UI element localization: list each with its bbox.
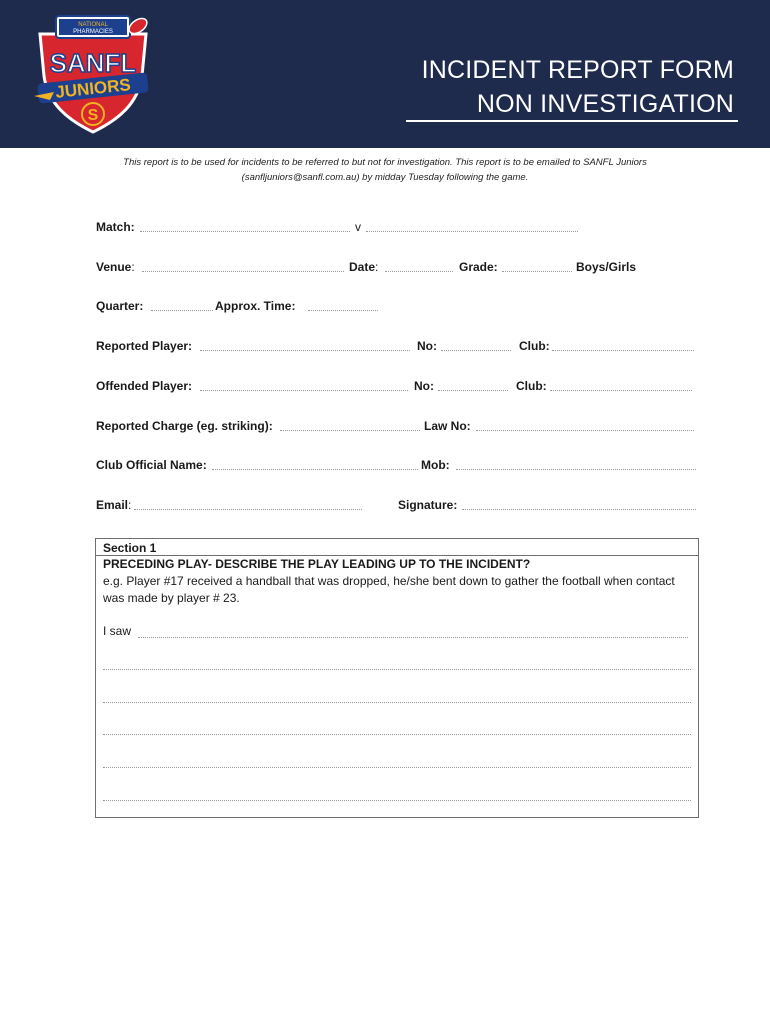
boys-girls-label: Boys/Girls — [576, 260, 637, 274]
email-field[interactable] — [134, 498, 362, 510]
section-1-header — [96, 539, 698, 556]
header-banner — [0, 0, 770, 148]
approx-time-field[interactable] — [308, 299, 378, 311]
reported-charge-field[interactable] — [280, 419, 420, 431]
offended-club-field[interactable] — [550, 379, 692, 391]
venue-field[interactable] — [142, 260, 344, 272]
svg-text:JUNIORS: JUNIORS — [54, 75, 132, 102]
law-no-label: Law No: — [424, 419, 471, 433]
signature-field[interactable] — [462, 498, 696, 510]
description-line-3[interactable] — [103, 733, 691, 735]
match-label: Match: — [96, 220, 135, 234]
offended-no-field[interactable] — [438, 379, 508, 391]
law-no-field[interactable] — [476, 419, 694, 431]
grade-label: Grade: — [459, 260, 498, 274]
quarter-field[interactable] — [151, 299, 213, 311]
email-label: Email: — [96, 498, 132, 512]
reported-no-label: No: — [417, 339, 437, 353]
approx-time-label: Approx. Time: — [215, 299, 296, 313]
intro-instructions — [60, 155, 710, 185]
match-away-field[interactable] — [366, 220, 578, 232]
date-label: Date: — [349, 260, 379, 274]
signature-label: Signature: — [398, 498, 458, 512]
offended-no-label: No: — [414, 379, 434, 393]
description-line-4[interactable] — [103, 766, 691, 768]
svg-text:NATIONAL: NATIONAL — [78, 22, 108, 28]
i-saw-field[interactable] — [138, 636, 688, 638]
section-1-example: e.g. Player #17 received a handball that was dropped, he/she bent down to gather the football when contact was made by player # 23. — [103, 574, 675, 605]
offended-club-label: Club: — [516, 379, 547, 393]
description-line-5[interactable] — [103, 799, 691, 801]
mob-field[interactable] — [456, 458, 696, 470]
section-1-title: Section 1 — [103, 541, 157, 555]
reported-player-label: Reported Player: — [96, 339, 193, 353]
sanfl-juniors-logo — [30, 12, 156, 134]
club-official-name-field[interactable] — [212, 458, 418, 470]
intro-line-2: (sanfljuniors@sanfl.com.au) by midday Tuesday following the game. — [241, 172, 529, 183]
intro-line-1: This report is to be used for incidents to be referred to but not for investigation. This report is to be emailed to SANFL Juniors — [123, 157, 647, 168]
reported-club-field[interactable] — [552, 339, 694, 351]
svg-text:SANFL: SANFL — [49, 48, 137, 78]
form-title-line-2: NON INVESTIGATION — [476, 90, 734, 118]
reported-player-field[interactable] — [200, 339, 410, 351]
svg-text:PHARMACIES: PHARMACIES — [73, 29, 113, 35]
reported-no-field[interactable] — [441, 339, 511, 351]
section-1-heading: PRECEDING PLAY- DESCRIBE THE PLAY LEADING UP TO THE INCIDENT? — [103, 557, 531, 571]
mob-label: Mob: — [421, 458, 450, 472]
grade-field[interactable] — [502, 260, 572, 272]
description-line-1[interactable] — [103, 668, 691, 670]
description-line-2[interactable] — [103, 701, 691, 703]
title-underline — [406, 120, 738, 122]
offended-player-label: Offended Player: — [96, 379, 193, 393]
offended-player-field[interactable] — [200, 379, 408, 391]
section-1-box — [95, 538, 699, 818]
form-title-line-1: INCIDENT REPORT FORM — [421, 56, 734, 84]
svg-text:S: S — [87, 107, 99, 124]
match-home-field[interactable] — [140, 220, 350, 232]
quarter-label: Quarter: — [96, 299, 144, 313]
reported-charge-label: Reported Charge (eg. striking): — [96, 419, 273, 433]
reported-club-label: Club: — [519, 339, 550, 353]
date-field[interactable] — [385, 260, 453, 272]
versus-label: v — [355, 220, 361, 234]
i-saw-label: I saw — [103, 624, 132, 638]
club-official-name-label: Club Official Name: — [96, 458, 207, 472]
venue-label: Venue: — [96, 260, 135, 274]
